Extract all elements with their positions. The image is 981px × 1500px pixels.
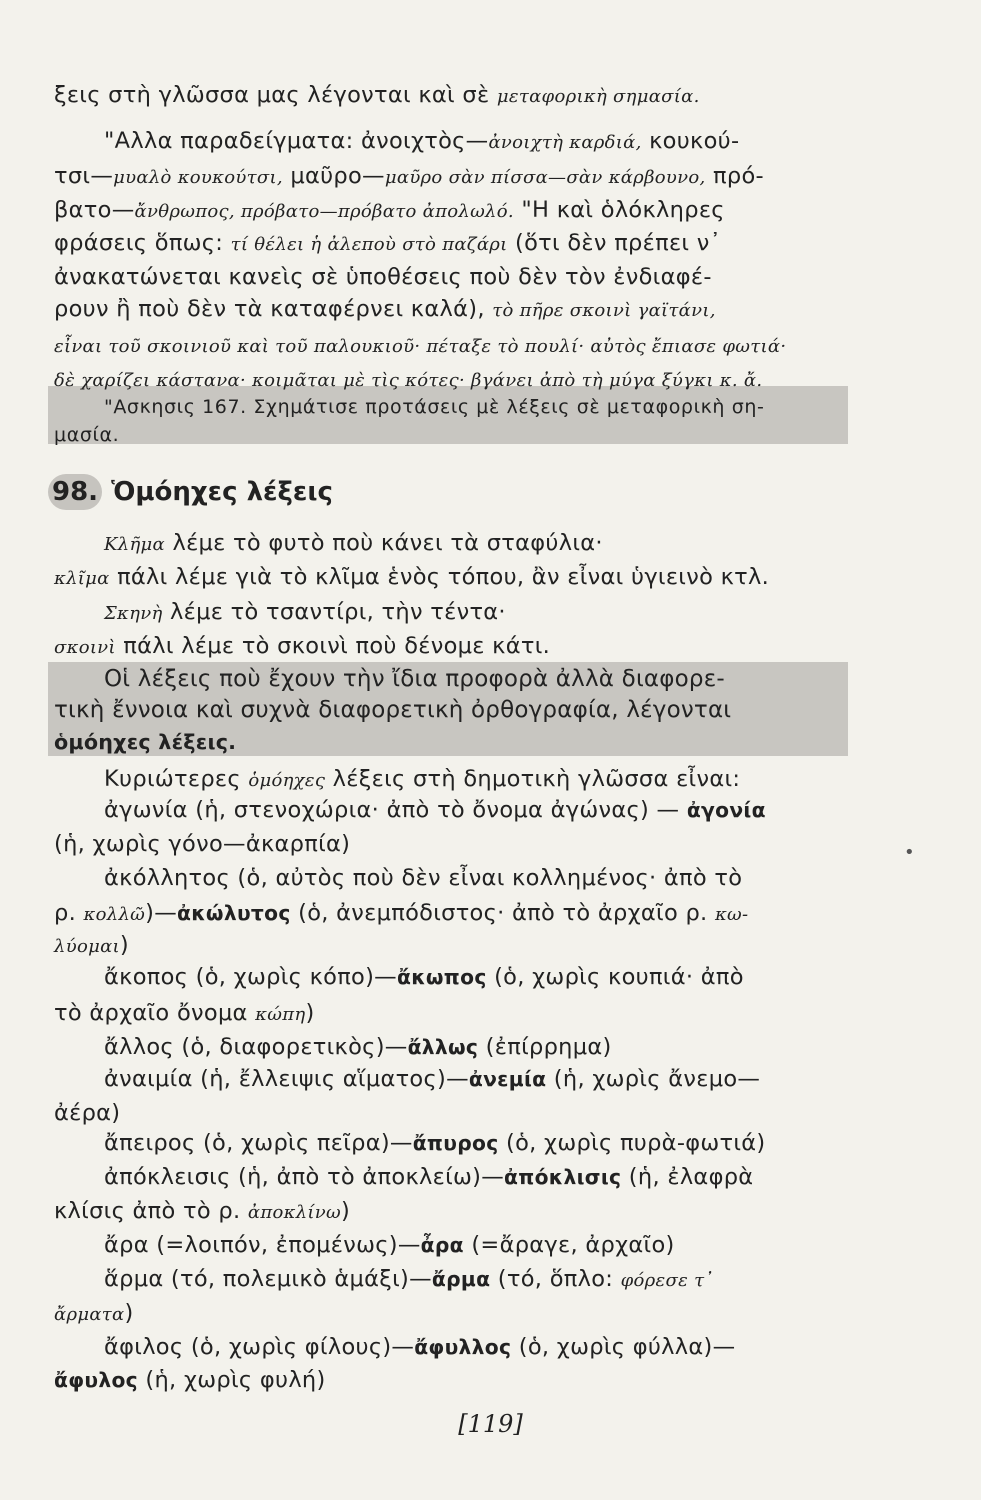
text-line	[54, 631, 844, 663]
bold-term: ἀπόκλισις	[504, 1165, 622, 1189]
text-segment: (ὁ, χωρὶς κουπιά· ἀπὸ	[486, 964, 744, 990]
text-line	[54, 80, 844, 112]
text-segment: (ὅτι δὲν πρέπει ν᾽	[507, 230, 722, 256]
text-segment: )	[119, 932, 129, 958]
text-segment: (ὁ, χωρὶς φύλλα)—	[511, 1334, 736, 1360]
text-segment: ἅρμα (τό, πολεμικὸ ἁμάξι)—	[104, 1266, 432, 1292]
text-segment: βατο—	[54, 197, 135, 223]
text-segment: πρό-	[705, 163, 764, 189]
text-line	[104, 962, 844, 992]
text-line	[54, 930, 844, 962]
text-line	[104, 1128, 844, 1158]
italic-text: κλῖμα	[54, 568, 110, 589]
text-segment: ἀπόκλεισις (ἡ, ἀπὸ τὸ ἀποκλείω)—	[104, 1164, 505, 1190]
text-line	[104, 1332, 844, 1362]
text-segment: )	[124, 1300, 134, 1326]
italic-text: ἀποκλίνω	[247, 1202, 341, 1223]
text-line	[54, 998, 844, 1030]
bold-term: ἀγονία	[686, 798, 766, 822]
section-title: Ὁμόηχες λέξεις	[111, 477, 333, 507]
bold-term: ἀνεμία	[468, 1067, 547, 1091]
text-segment: ἀναιμία (ἡ, ἔλλειψις αἵματος)—	[104, 1066, 469, 1092]
exercise-line: "Ασκησις 167. Σχημάτισε προτάσεις μὲ λέξεις σὲ μεταφορικὴ ση-	[104, 396, 765, 418]
text-segment: μαῦρο—	[282, 163, 385, 189]
italic-text: σκοινὶ	[54, 637, 116, 658]
text-segment: (ἡ, χωρὶς ἄνεμο—	[546, 1066, 761, 1092]
exercise-line: μασία.	[54, 424, 120, 446]
text-segment: )	[305, 1000, 315, 1026]
text-segment: (ἡ, χωρὶς φυλή)	[137, 1367, 326, 1393]
text-segment: Κυριώτερες	[104, 766, 249, 792]
text-segment: "Η καὶ ὁλόκληρες	[513, 197, 725, 223]
text-segment: )	[341, 1198, 351, 1224]
text-segment: Οἱ λέξεις ποὺ ἔχουν τὴν ἴδια προφορὰ ἀλλὰ διαφορε-	[104, 666, 725, 692]
text-line	[104, 764, 844, 796]
bold-term: ἄκωπος	[396, 965, 487, 989]
text-line	[54, 562, 844, 594]
text-segment: πάλι λέμε τὸ σκοινὶ ποὺ δένομε κάτι.	[115, 633, 551, 659]
text-segment: ἄκοπος (ὁ, χωρὶς κόπο)—	[104, 964, 397, 990]
bold-term: ἀκώλυτος	[177, 901, 291, 925]
text-segment: ἀκόλλητος (ὁ, αὐτὸς ποὺ δὲν εἶναι κολλημένος· ἀπὸ τὸ	[104, 865, 743, 891]
italic-text: ἀνοιχτὴ καρδιά,	[488, 132, 642, 153]
text-segment: ἄπειρος (ὁ, χωρὶς πεῖρα)—	[104, 1130, 413, 1156]
text-segment: (ἡ, χωρὶς γόνο—ἀκαρπία)	[54, 831, 351, 857]
text-line	[54, 228, 844, 260]
text-line	[104, 1032, 844, 1062]
italic-text: φόρεσε τ᾽	[620, 1270, 714, 1291]
text-segment: (ἐπίρρημα)	[478, 1034, 612, 1060]
text-segment: )—	[145, 900, 178, 926]
text-line	[104, 528, 844, 560]
text-line	[54, 695, 844, 725]
text-segment: φράσεις ὅπως:	[54, 230, 231, 256]
italic-text: λύομαι	[54, 936, 120, 957]
bold-term: ἄφυλος	[54, 1368, 138, 1392]
section-number: 98.	[48, 474, 102, 510]
text-segment: λέμε τὸ τσαντίρι, τὴν τέντα·	[162, 599, 506, 625]
text-line	[54, 262, 844, 292]
text-line	[104, 795, 844, 825]
text-segment: (=ἄραγε, ἀρχαῖο)	[463, 1232, 675, 1258]
bold-term: ἄρμα	[431, 1267, 491, 1291]
italic-text: μεταφορικὴ σημασία.	[496, 86, 700, 107]
italic-text: ἄνθρωπος, πρόβατο—πρόβατο ἀπολωλό.	[134, 201, 514, 222]
italic-text: μυαλὸ κουκούτσι,	[113, 167, 283, 188]
text-segment: ἀέρα)	[54, 1100, 121, 1126]
text-line	[54, 1365, 844, 1395]
italic-text: ἄρματα	[54, 1304, 125, 1325]
text-segment: πάλι λέμε γιὰ τὸ κλῖμα ἑνὸς τόπου, ἂν εἶναι ὑγιεινὸ κτλ.	[109, 564, 770, 590]
page-number: [119]	[458, 1410, 523, 1438]
text-segment: τικὴ ἔννοια καὶ συχνὰ διαφορετικὴ ὀρθογραφία, λέγονται	[54, 697, 732, 723]
text-line	[104, 597, 844, 629]
text-segment: ἀγωνία (ἡ, στενοχώρια· ἀπὸ τὸ ὄνομα ἀγώνας) —	[104, 797, 687, 823]
text-line	[104, 1230, 844, 1260]
text-segment: ἀνακατώνεται κανεὶς σὲ ὑποθέσεις ποὺ δὲν τὸν ἐνδιαφέ-	[54, 264, 712, 290]
text-line	[54, 898, 844, 930]
italic-text: δὲ χαρίζει κάστανα· κοιμᾶται μὲ τὶς κότες· βγάνει ἀπὸ τὴ μύγα ξύγκι κ. ἄ.	[54, 370, 763, 391]
text-line	[54, 294, 844, 326]
bold-term: ἄλλως	[407, 1035, 479, 1059]
italic-text: Κλῆμα	[104, 534, 165, 555]
bold-term: ἆρα	[420, 1233, 464, 1257]
bold-term: ἄφυλλος	[414, 1335, 512, 1359]
text-segment: ἄρα (=λοιπόν, ἐπομένως)—	[104, 1232, 421, 1258]
italic-text: κολλῶ	[83, 904, 146, 925]
text-segment: (ἡ, ἐλαφρὰ	[621, 1164, 754, 1190]
italic-text: τὸ πῆρε σκοινὶ γαϊτάνι,	[492, 300, 716, 321]
text-line	[104, 1264, 844, 1296]
text-segment: λέξεις στὴ δημοτικὴ γλῶσσα εἶναι:	[325, 766, 741, 792]
text-segment: ξεις στὴ γλῶσσα μας λέγονται καὶ σὲ	[54, 82, 497, 108]
text-segment: ρουν ἢ ποὺ δὲν τὰ καταφέρνει καλά),	[54, 296, 493, 322]
text-line	[104, 126, 844, 158]
text-line	[54, 1098, 844, 1128]
text-segment: ἄφιλος (ὁ, χωρὶς φίλους)—	[104, 1334, 415, 1360]
italic-text: κω-	[714, 904, 749, 925]
text-line	[54, 161, 844, 193]
text-segment: κουκού-	[641, 128, 740, 154]
text-line	[54, 1298, 844, 1330]
text-segment: λέμε τὸ φυτὸ ποὺ κάνει τὰ σταφύλια·	[165, 530, 603, 556]
text-line	[104, 863, 844, 893]
text-segment: τὸ ἀρχαῖο ὄνομα	[54, 1000, 256, 1026]
bold-term: ὁμόηχες λέξεις.	[54, 730, 237, 754]
italic-text: τί θέλει ἡ ἀλεποὺ στὸ παζάρι	[230, 234, 508, 255]
text-segment: (ὁ, ἀνεμπόδιστος· ἀπὸ τὸ ἀρχαῖο ρ.	[290, 900, 715, 926]
text-segment: κλίσις ἀπὸ τὸ ρ.	[54, 1198, 248, 1224]
text-line	[54, 195, 844, 227]
text-line	[104, 1064, 844, 1094]
section-heading	[48, 474, 333, 510]
bold-term: ἄπυρος	[412, 1131, 499, 1155]
text-segment: (ὁ, χωρὶς πυρὰ-φωτιά)	[498, 1130, 766, 1156]
italic-text: κώπη	[255, 1004, 306, 1025]
text-segment: (τό, ὅπλο:	[490, 1266, 621, 1292]
text-segment: τσι—	[54, 163, 114, 189]
text-line	[54, 829, 844, 859]
italic-text: μαῦρο σὰν πίσσα—σὰν κάρβουνο,	[384, 167, 706, 188]
stray-mark: •	[904, 842, 915, 863]
text-segment: ἄλλος (ὁ, διαφορετικὸς)—	[104, 1034, 408, 1060]
text-line	[104, 1162, 844, 1192]
text-segment: "Αλλα παραδείγματα: ἀνοιχτὸς—	[104, 128, 489, 154]
italic-text: ὁμόηχες	[248, 770, 326, 791]
text-line	[54, 1196, 844, 1228]
text-segment: ρ.	[54, 900, 84, 926]
italic-text: εἶναι τοῦ σκοινιοῦ καὶ τοῦ παλουκιοῦ· πέταξε τὸ πουλί· αὐτὸς ἔπιασε φωτιά·	[54, 336, 787, 357]
italic-text: Σκηνὴ	[104, 603, 163, 624]
text-line	[104, 664, 844, 694]
text-line	[54, 727, 844, 757]
text-line	[54, 330, 844, 362]
